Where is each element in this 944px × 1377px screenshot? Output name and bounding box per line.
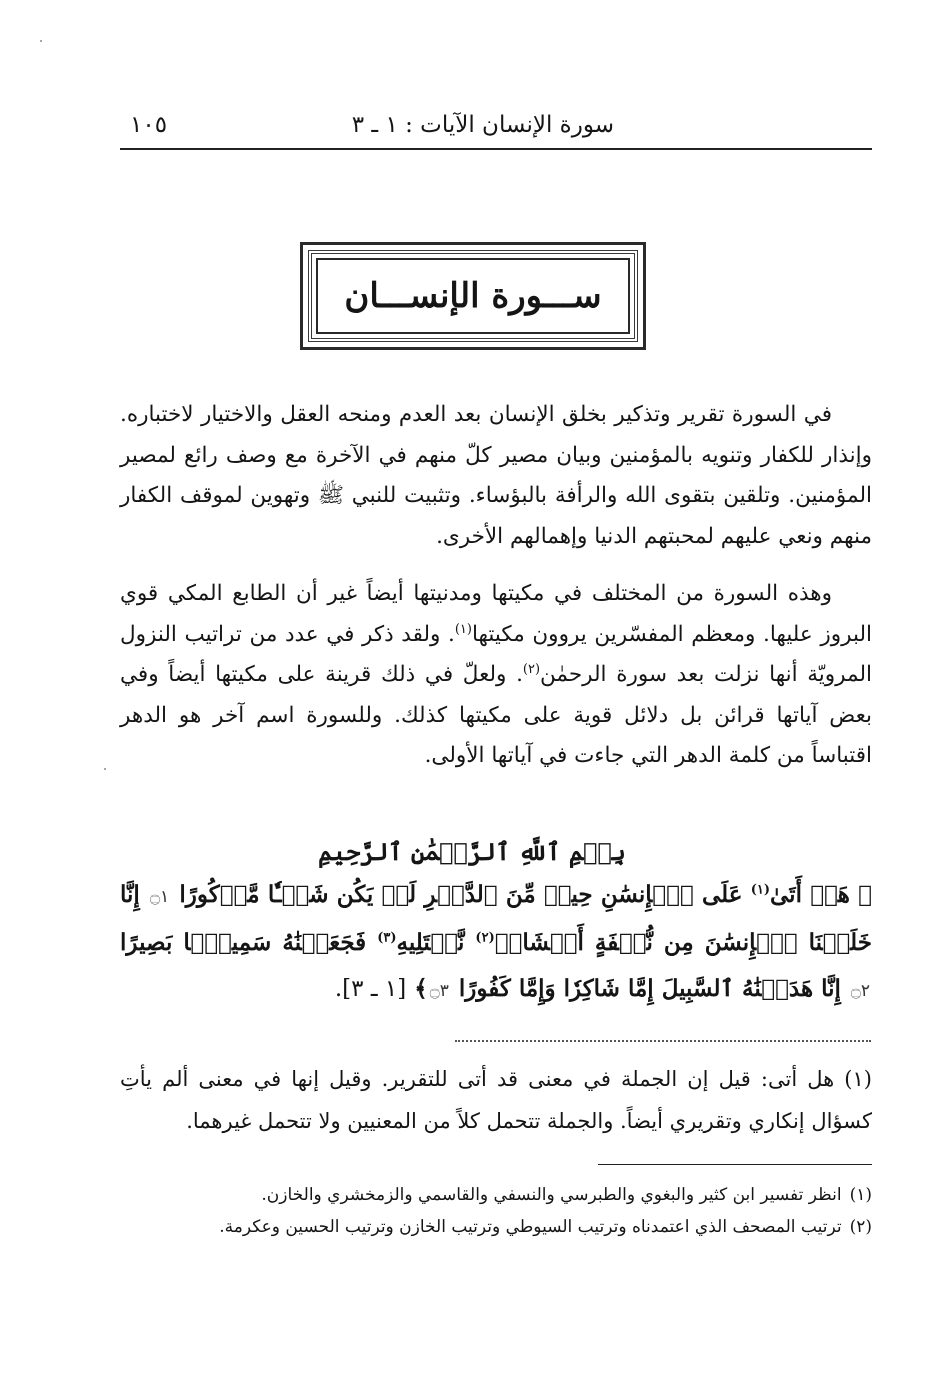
verse-note-ref-1[interactable]: (١) [750, 882, 770, 898]
verse-1-text: هَلۡ أَتَىٰ [770, 881, 850, 908]
surah-frame-border [308, 250, 638, 342]
footnote-text: ترتيب المصحف الذي اعتمدناه وترتيب السيوطي وترتيب الخازن وترتيب الحسين وعكرمة. [219, 1217, 842, 1237]
paragraph-text: وهذه السورة من المختلف في مكيتها ومدنيتها أيضاً غير أن الطابع المكي قوي البروز عليها. ومعظم المفسّرين يروون مكيتها [120, 581, 872, 647]
footnote-2 [120, 1212, 872, 1242]
surah-title-frame [300, 242, 646, 350]
footnote-text: انظر تفسير ابن كثير والبغوي والطبرسي والنسفي والقاسمي والزمخشري والخازن. [261, 1185, 842, 1205]
margin-speck [40, 40, 42, 42]
verse-2-text: إِنَّا خَلَقۡنَا ٱلۡإِنسَٰنَ مِن نُّطۡفَةٍ أَمۡشَاجٖ [120, 881, 873, 956]
running-title: سورة الإنسان الآيات : ١ ـ ٣ [351, 112, 614, 138]
running-header [120, 108, 872, 150]
footnote-rule [598, 1164, 872, 1165]
footnote-1 [120, 1180, 872, 1210]
footnote-number: (١) [849, 1185, 872, 1205]
verse-explanation-note: (١) هل أتى: قيل إن الجملة في معنى قد أتى للتقرير. وقيل إنها في معنى ألم يأتِ كسؤال إنكاري وتقريري أيضاً. والجملة تتحمل كلاً من المعنيين ولا تتحمل غيرهما. [120, 1067, 872, 1133]
verse-3-text: إِنَّا هَدَيۡنَٰهُ ٱلسَّبِيلَ إِمَّا شَاكِرٗا وَإِمَّا كَفُورًا [458, 975, 841, 1002]
verse-2-text: نَّبۡتَلِيهِ [396, 929, 465, 956]
page-number: ١٠٥ [130, 112, 168, 138]
dotted-separator [455, 1040, 871, 1042]
verse-1-text: عَلَى ٱلۡإِنسَٰنِ حِينٞ مِّنَ ٱلدَّهۡرِ لَمۡ يَكُن شَيۡـٔٗا مَّذۡكُورًا [179, 881, 743, 908]
surah-frame-inner [316, 258, 630, 334]
margin-speck [104, 768, 106, 770]
verse-close-bracket: ﴾ [414, 975, 428, 1002]
surah-title: ســـورة الإنســـان [344, 276, 602, 316]
footnote-ref-2[interactable]: (٢) [522, 661, 541, 677]
footnote-ref-1[interactable]: (١) [454, 621, 472, 637]
intro-paragraph: في السورة تقرير وتذكير بخلق الإنسان بعد العدم ومنحه العقل والاختيار لاختباره. وإنذار للكفار وتنويه بالمؤمنين وبيان مصير كلّ منهم في الآخرة مع وصف رائع لمصير المؤمنين. وتلقين بتقوى الله والرأفة بالبؤساء. وتثبيت للنبي ﷺ وتهوين لموقف الكفار منهم ونعي عليهم لمحبتهم الدنيا وإهمالهم الأخرى. [120, 402, 872, 549]
paragraph-text: . ولقد ذكر في عدد من تراتيب النزول المرويّة أنها نزلت بعد سورة الرحمٰن [120, 621, 872, 687]
quran-verses [120, 872, 872, 1014]
verse-end-marker-1: ۝١ [150, 887, 170, 907]
footnote-number: (٢) [849, 1217, 872, 1237]
verse-end-marker-3: ۝٣ [429, 981, 449, 1001]
basmala: بِسۡمِ ٱللَّهِ ٱلرَّحۡمَٰنِ ٱلرَّحِيمِ [318, 837, 626, 866]
verse-end-marker-2: ۝٢ [850, 981, 870, 1001]
verse-open-bracket: ﴿ [858, 881, 872, 908]
makkiyya-paragraph [120, 574, 872, 777]
verse-note-ref-3[interactable]: (٣) [377, 930, 397, 946]
paragraph-text: . ولعلّ في ذلك قرينة على مكيتها أيضاً وفي بعض آياتها قرائن بل دلائل قوية على مكيتها كذلك. وللسورة اسم آخر هو الدهر اقتباساً من كلمة الدهر التي جاءت في آياتها الأولى. [120, 662, 872, 768]
verse-range-reference: [١ ـ ٣]. [334, 976, 407, 1002]
verse-2-text: فَجَعَلۡنَٰهُ سَمِيعَۢا بَصِيرًا [120, 929, 367, 956]
verse-note-ref-2[interactable]: (٢) [475, 930, 495, 946]
